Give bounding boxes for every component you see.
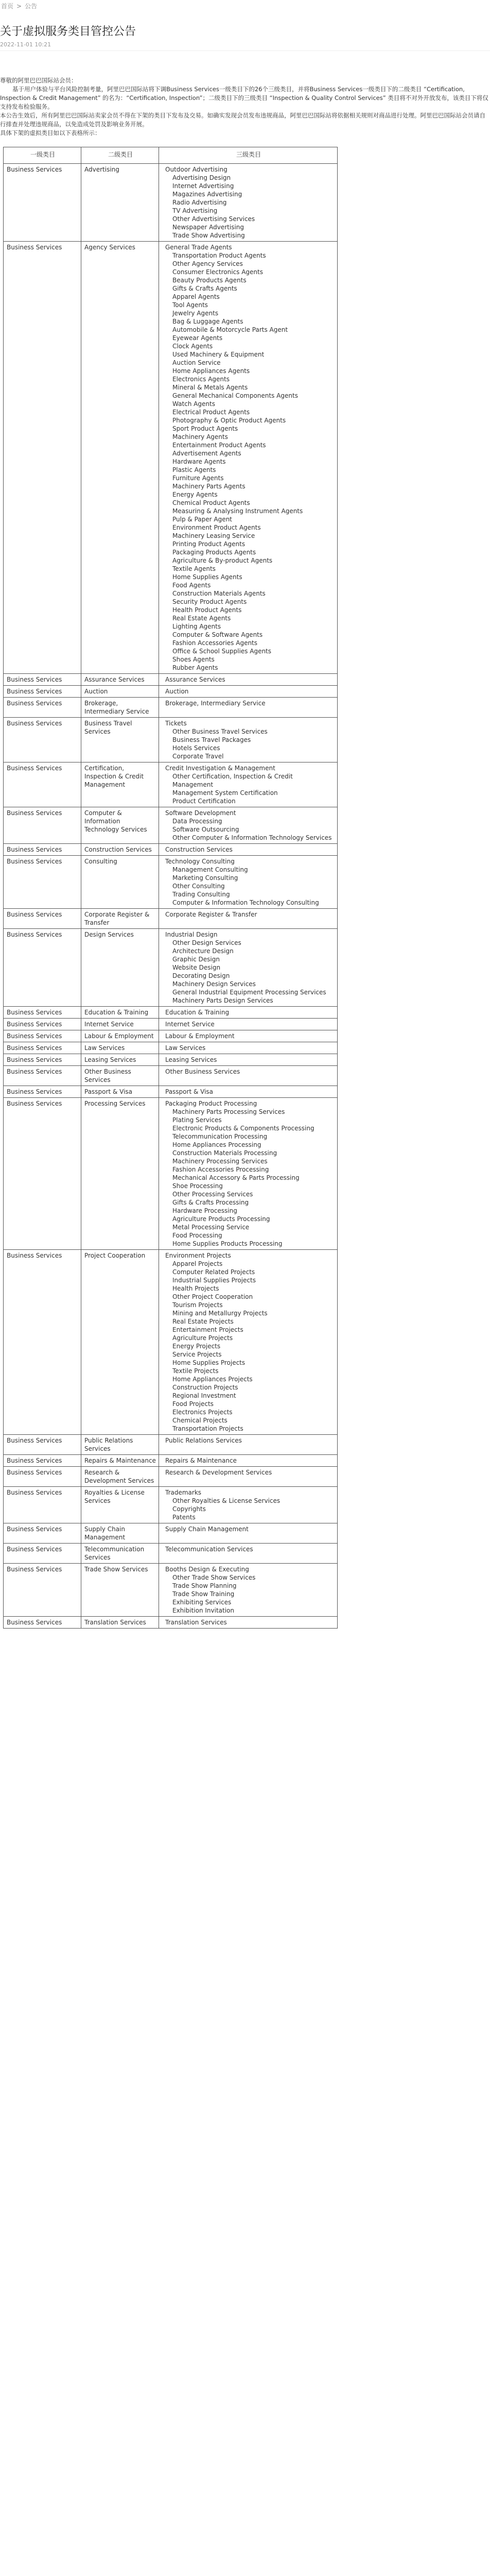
level-3-item: Home Appliances Agents	[172, 367, 250, 375]
level-3-item: Law Services	[165, 1044, 206, 1052]
level-3-item: Photography & Optic Product Agents	[172, 417, 286, 424]
cell-level-1: Business Services	[4, 807, 81, 844]
level-3-item: Automobile & Motorcycle Parts Agent	[172, 326, 288, 333]
cell-level-1: Business Services	[4, 1487, 81, 1523]
cell-level-2: Business Travel Services	[81, 718, 159, 762]
title-divider	[0, 50, 490, 51]
level-3-item: Home Supplies Projects	[172, 1359, 246, 1366]
header-level-2: 二级类目	[81, 147, 159, 164]
level-3-item: Machinery Parts Design Services	[172, 997, 273, 1004]
level-3-item: Newspaper Advertising	[172, 224, 244, 231]
level-3-item: Food Agents	[172, 582, 211, 589]
level-3-item: Used Machinery & Equipment	[172, 351, 265, 358]
level-3-item: Electrical Product Agents	[172, 409, 250, 416]
level-3-item: Entertainment Product Agents	[172, 442, 266, 449]
level-3-item: Labour & Employment	[165, 1032, 235, 1040]
breadcrumb	[0, 0, 37, 14]
cell-level-3	[159, 1054, 338, 1066]
level-3-item: Corporate Register & Transfer	[165, 911, 257, 918]
level-3-item: Radio Advertising	[172, 199, 227, 206]
cell-level-3	[159, 1042, 338, 1054]
level-3-item: Sport Product Agents	[172, 425, 238, 432]
level-3-item: Other Trade Show Services	[172, 1574, 256, 1581]
table-row	[4, 844, 338, 856]
cell-level-1: Business Services	[4, 1030, 81, 1042]
level-3-item: Internet Advertising	[172, 182, 234, 190]
cell-level-1: Business Services	[4, 698, 81, 718]
level-3-item: Clock Agents	[172, 343, 213, 350]
cell-level-2: Research & Development Services	[81, 1467, 159, 1487]
level-3-item: Home Appliances Projects	[172, 1376, 253, 1383]
level-3-item: Other Consulting	[172, 883, 225, 890]
cell-level-1: Business Services	[4, 164, 81, 242]
level-3-item: Tourism Projects	[172, 1301, 223, 1309]
cell-level-1: Business Services	[4, 1019, 81, 1030]
level-3-item: Food Projects	[172, 1400, 214, 1408]
level-3-item: Pulp & Paper Agent	[172, 516, 232, 523]
publish-date: 2022-11-01 10:21	[0, 41, 51, 48]
cell-level-1: Business Services	[4, 674, 81, 686]
cell-level-2: Public Relations Services	[81, 1435, 159, 1455]
level-3-item: Booths Design & Executing	[165, 1566, 249, 1573]
cell-level-3	[159, 1086, 338, 1098]
level-3-item: Management System Certification	[172, 789, 278, 796]
breadcrumb-home-link[interactable]: 首页	[1, 3, 14, 10]
level-3-item: Food Processing	[172, 1232, 222, 1239]
level-3-item: Mining and Metallurgy Projects	[172, 1310, 268, 1317]
level-3-item: Gifts & Crafts Agents	[172, 285, 237, 292]
level-3-item: Data Processing	[172, 818, 222, 825]
level-3-item: Auction Service	[172, 359, 221, 366]
level-3-item: Transportation Product Agents	[172, 252, 266, 259]
level-3-item: Home Appliances Processing	[172, 1141, 261, 1148]
table-header-row	[4, 147, 338, 164]
cell-level-3	[159, 1487, 338, 1523]
level-3-item: Other Computer & Information Technology Services	[172, 834, 332, 841]
level-3-item: Electronic Products & Components Processing	[172, 1125, 314, 1132]
level-3-item: Other Agency Services	[172, 260, 243, 267]
cell-level-1: Business Services	[4, 1455, 81, 1467]
header-level-3: 三级类目	[159, 147, 338, 164]
level-3-item: Telecommunication Processing	[172, 1133, 268, 1140]
cell-level-3	[159, 1007, 338, 1019]
level-3-item: Health Product Agents	[172, 606, 242, 614]
level-3-item: Electronics Agents	[172, 376, 230, 383]
level-3-item: Education & Training	[165, 1009, 230, 1016]
level-3-item: Public Relations Services	[165, 1437, 242, 1444]
breadcrumb-separator: >	[16, 3, 22, 10]
level-3-item: Trade Show Training	[172, 1590, 235, 1598]
cell-level-2: Processing Services	[81, 1098, 159, 1250]
cell-level-3	[159, 1523, 338, 1544]
cell-level-2: Computer & Information Technology Services	[81, 807, 159, 844]
cell-level-1: Business Services	[4, 1564, 81, 1617]
level-3-item: Furniture Agents	[172, 474, 224, 482]
level-3-item: Transportation Projects	[172, 1425, 243, 1432]
level-3-item: Tickets	[165, 720, 187, 727]
level-3-item: Shoes Agents	[172, 656, 215, 663]
level-3-item: Mechanical Accessory & Parts Processing	[172, 1174, 300, 1181]
cell-level-2: Trade Show Services	[81, 1564, 159, 1617]
level-3-item: Hardware Processing	[172, 1207, 237, 1214]
level-3-item: Graphic Design	[172, 956, 220, 963]
cell-level-3	[159, 807, 338, 844]
level-3-item: Metal Processing Service	[172, 1224, 250, 1231]
level-3-item: Electronics Projects	[172, 1409, 233, 1416]
intro-paragraph-1: 基于用户体验与平台风险控制考量，阿里巴巴国际站将下调Business Services一级类目下的26个三级类目，并将Business Services一级类目下的二级类目 “Certification, Inspection & Credit Management” 的名为：“Certification, Inspection”；二级类目下的三级类目 “Inspection & Quality Control Services” 类目将不对外开放发布，该类目下将仅支持发布检验服务。	[0, 86, 488, 110]
table-row	[4, 929, 338, 1007]
level-3-item: Brokerage, Intermediary Service	[165, 700, 266, 707]
cell-level-3	[159, 1435, 338, 1455]
cell-level-1: Business Services	[4, 762, 81, 807]
level-3-item: Trademarks	[165, 1489, 202, 1496]
table-row	[4, 909, 338, 929]
level-3-item: Management Consulting	[172, 866, 248, 873]
level-3-item: Translation Services	[165, 1619, 227, 1626]
cell-level-3	[159, 1544, 338, 1564]
level-3-item: Watch Agents	[172, 400, 215, 408]
level-3-item: Internet Service	[165, 1021, 215, 1028]
level-3-item: Textile Agents	[172, 565, 216, 572]
cell-level-1: Business Services	[4, 686, 81, 698]
level-3-item: Research & Development Services	[165, 1469, 272, 1476]
table-row	[4, 686, 338, 698]
level-3-item: Industrial Design	[165, 931, 218, 938]
cell-level-2: Assurance Services	[81, 674, 159, 686]
level-3-item: Machinery Design Services	[172, 980, 256, 988]
level-3-item: Magazines Advertising	[172, 191, 242, 198]
level-3-item: Packaging Products Agents	[172, 549, 256, 556]
cell-level-2: Translation Services	[81, 1617, 159, 1629]
level-3-item: Construction Projects	[172, 1384, 238, 1391]
level-3-item: Supply Chain Management	[165, 1526, 249, 1533]
level-3-item: TV Advertising	[172, 207, 218, 214]
level-3-item: General Trade Agents	[165, 244, 232, 251]
table-body	[4, 164, 338, 1629]
level-3-item: General Mechanical Components Agents	[172, 392, 298, 399]
level-3-item: Architecture Design	[172, 947, 234, 955]
table-row	[4, 1455, 338, 1467]
level-3-item: Home Supplies Agents	[172, 573, 242, 581]
level-3-item: Beauty Products Agents	[172, 277, 247, 284]
level-3-item: Machinery Parts Processing Services	[172, 1108, 285, 1115]
cell-level-2: Passport & Visa	[81, 1086, 159, 1098]
level-3-item: Other Project Cooperation	[172, 1293, 253, 1300]
table-row	[4, 1030, 338, 1042]
level-3-item: Other Advertising Services	[172, 215, 255, 223]
cell-level-1: Business Services	[4, 718, 81, 762]
level-3-item: Gifts & Crafts Processing	[172, 1199, 249, 1206]
level-3-item: Exhibition Invitation	[172, 1607, 234, 1614]
level-3-item: Decorating Design	[172, 972, 230, 979]
cell-level-2: Supply Chain Management	[81, 1523, 159, 1544]
level-3-item: Machinery Agents	[172, 433, 228, 440]
level-3-item: Trade Show Planning	[172, 1582, 237, 1589]
cell-level-3	[159, 674, 338, 686]
level-3-item: Exhibiting Services	[172, 1599, 232, 1606]
cell-level-2: Advertising	[81, 164, 159, 242]
cell-level-1: Business Services	[4, 1086, 81, 1098]
level-3-item: Office & School Supplies Agents	[172, 648, 272, 655]
cell-level-2: Consulting	[81, 856, 159, 909]
level-3-item: Chemical Projects	[172, 1417, 227, 1424]
table-row	[4, 1066, 338, 1086]
level-3-item: Other Design Services	[172, 939, 241, 946]
cell-level-3	[159, 844, 338, 856]
cell-level-3	[159, 718, 338, 762]
cell-level-1: Business Services	[4, 929, 81, 1007]
cell-level-2: Design Services	[81, 929, 159, 1007]
level-3-item: Tool Agents	[172, 301, 208, 309]
cell-level-2: Other Business Services	[81, 1066, 159, 1086]
table-row	[4, 242, 338, 674]
table-row	[4, 1042, 338, 1054]
level-3-item: Computer Related Projects	[172, 1268, 255, 1276]
level-3-item: Technology Consulting	[165, 858, 235, 865]
level-3-item: Regional Investment	[172, 1392, 236, 1399]
cell-level-2: Labour & Employment	[81, 1030, 159, 1042]
level-3-item: Mineral & Metals Agents	[172, 384, 248, 391]
cell-level-2: Project Cooperation	[81, 1250, 159, 1435]
table-row	[4, 164, 338, 242]
level-3-item: Other Business Services	[165, 1068, 240, 1075]
cell-level-2: Telecommunication Services	[81, 1544, 159, 1564]
level-3-item: Passport & Visa	[165, 1088, 214, 1095]
table-row	[4, 1617, 338, 1629]
level-3-item: Other Certification, Inspection & Credit Management	[172, 773, 293, 788]
cell-level-3	[159, 1098, 338, 1250]
level-3-item: Construction Services	[165, 846, 233, 853]
cell-level-2: Certification, Inspection & Credit Management	[81, 762, 159, 807]
level-3-item: Agriculture Products Processing	[172, 1215, 270, 1223]
level-3-item: Construction Materials Processing	[172, 1149, 277, 1157]
level-3-item: Entertainment Projects	[172, 1326, 243, 1333]
cell-level-3	[159, 1030, 338, 1042]
cell-level-2: Law Services	[81, 1042, 159, 1054]
level-3-item: Real Estate Agents	[172, 615, 231, 622]
level-3-item: Energy Projects	[172, 1343, 221, 1350]
level-3-item: Credit Investigation & Management	[165, 765, 275, 772]
level-3-item: Leasing Services	[165, 1056, 217, 1063]
level-3-item: General Industrial Equipment Processing Services	[172, 989, 326, 996]
cell-level-1: Business Services	[4, 1054, 81, 1066]
cell-level-1: Business Services	[4, 909, 81, 929]
level-3-item: Agriculture & By-product Agents	[172, 557, 273, 564]
level-3-item: Eyewear Agents	[172, 334, 223, 342]
level-3-item: Computer & Information Technology Consulting	[172, 899, 319, 906]
table-row	[4, 1098, 338, 1250]
level-3-item: Plastic Agents	[172, 466, 216, 473]
cell-level-2: Construction Services	[81, 844, 159, 856]
level-3-item: Machinery Processing Services	[172, 1158, 268, 1165]
level-3-item: Fashion Accessories Agents	[172, 639, 258, 647]
table-row	[4, 807, 338, 844]
table-row	[4, 1054, 338, 1066]
level-3-item: Textile Projects	[172, 1367, 219, 1375]
cell-level-2: Corporate Register & Transfer	[81, 909, 159, 929]
cell-level-1: Business Services	[4, 242, 81, 674]
level-3-item: Marketing Consulting	[172, 874, 238, 882]
cell-level-3	[159, 164, 338, 242]
level-3-item: Product Certification	[172, 798, 236, 805]
cell-level-2: Internet Service	[81, 1019, 159, 1030]
cell-level-3	[159, 856, 338, 909]
level-3-item: Machinery Parts Agents	[172, 483, 246, 490]
cell-level-3	[159, 1250, 338, 1435]
level-3-item: Other Business Travel Services	[172, 728, 268, 735]
level-3-item: Machinery Leasing Service	[172, 532, 255, 539]
level-3-item: Industrial Supplies Projects	[172, 1277, 256, 1284]
level-3-item: Repairs & Maintenance	[165, 1457, 237, 1464]
header-level-1: 一级类目	[4, 147, 81, 164]
level-3-item: Chemical Product Agents	[172, 499, 250, 506]
cell-level-3	[159, 929, 338, 1007]
cell-level-1: Business Services	[4, 1098, 81, 1250]
level-3-item: Agriculture Projects	[172, 1334, 233, 1342]
level-3-item: Auction	[165, 688, 189, 695]
table-row	[4, 1487, 338, 1523]
cell-level-3	[159, 698, 338, 718]
cell-level-1: Business Services	[4, 1617, 81, 1629]
level-3-item: Patents	[172, 1514, 196, 1521]
breadcrumb-current: 公告	[25, 3, 38, 10]
level-3-item: Shoe Processing	[172, 1182, 223, 1190]
table-row	[4, 674, 338, 686]
level-3-item: Other Processing Services	[172, 1191, 253, 1198]
table-row	[4, 1007, 338, 1019]
cell-level-2: Royalties & License Services	[81, 1487, 159, 1523]
cell-level-3	[159, 1066, 338, 1086]
cell-level-2: Education & Training	[81, 1007, 159, 1019]
cell-level-3	[159, 1617, 338, 1629]
level-3-item: Assurance Services	[165, 676, 225, 683]
cell-level-3	[159, 1564, 338, 1617]
level-3-item: Bag & Luggage Agents	[172, 318, 243, 325]
cell-level-3	[159, 686, 338, 698]
cell-level-3	[159, 909, 338, 929]
table-row	[4, 1544, 338, 1564]
greeting-paragraph: 尊敬的阿里巴巴国际站会员：	[0, 77, 77, 84]
category-table	[3, 147, 338, 1629]
announcement-intro	[0, 76, 489, 138]
cell-level-1: Business Services	[4, 1523, 81, 1544]
level-3-item: Computer & Software Agents	[172, 631, 263, 638]
level-3-item: Home Supplies Products Processing	[172, 1240, 283, 1247]
level-3-item: Health Projects	[172, 1285, 219, 1292]
cell-level-3	[159, 1019, 338, 1030]
level-3-item: Lighting Agents	[172, 623, 221, 630]
table-row	[4, 856, 338, 909]
table-row	[4, 762, 338, 807]
cell-level-1: Business Services	[4, 856, 81, 909]
cell-level-2: Brokerage, Intermediary Service	[81, 698, 159, 718]
level-3-item: Apparel Agents	[172, 293, 220, 300]
level-3-item: Other Royalties & License Services	[172, 1497, 281, 1504]
level-3-item: Business Travel Packages	[172, 736, 251, 743]
cell-level-2: Agency Services	[81, 242, 159, 674]
table-row	[4, 1250, 338, 1435]
table-row	[4, 1435, 338, 1455]
level-3-item: Energy Agents	[172, 491, 218, 498]
table-row	[4, 698, 338, 718]
level-3-item: Advertising Design	[172, 174, 231, 181]
level-3-item: Construction Materials Agents	[172, 590, 266, 597]
level-3-item: Software Outsourcing	[172, 826, 239, 833]
level-3-item: Packaging Product Processing	[165, 1100, 257, 1107]
table-row	[4, 1523, 338, 1544]
cell-level-2: Repairs & Maintenance	[81, 1455, 159, 1467]
level-3-item: Plating Services	[172, 1116, 222, 1124]
cell-level-3	[159, 1467, 338, 1487]
cell-level-1: Business Services	[4, 844, 81, 856]
level-3-item: Printing Product Agents	[172, 540, 246, 548]
cell-level-1: Business Services	[4, 1250, 81, 1435]
cell-level-1: Business Services	[4, 1042, 81, 1054]
level-3-item: Real Estate Projects	[172, 1318, 234, 1325]
level-3-item: Rubber Agents	[172, 664, 218, 671]
level-3-item: Security Product Agents	[172, 598, 247, 605]
level-3-item: Environment Product Agents	[172, 524, 261, 531]
table-row	[4, 1086, 338, 1098]
level-3-item: Measuring & Analysing Instrument Agents	[172, 507, 303, 515]
intro-paragraph-3: 具体下架的虚拟类目如以下表格所示：	[0, 129, 101, 137]
cell-level-1: Business Services	[4, 1467, 81, 1487]
page-title: 关于虚拟服务类目管控公告	[0, 25, 136, 38]
level-3-item: Environment Projects	[165, 1252, 231, 1259]
level-3-item: Jewelry Agents	[172, 310, 219, 317]
level-3-item: Telecommunication Services	[165, 1546, 253, 1553]
cell-level-1: Business Services	[4, 1435, 81, 1455]
level-3-item: Hotels Services	[172, 744, 220, 752]
cell-level-1: Business Services	[4, 1007, 81, 1019]
level-3-item: Fashion Accessories Processing	[172, 1166, 269, 1173]
cell-level-3	[159, 242, 338, 674]
cell-level-1: Business Services	[4, 1066, 81, 1086]
level-3-item: Advertisement Agents	[172, 450, 241, 457]
cell-level-3	[159, 1455, 338, 1467]
intro-paragraph-2: 本公告生效后，所有阿里巴巴国际站卖家会员不得在下架的类目下发布及交易。如确实发现会员发布违规商品，阿里巴巴国际站将依据相关规则对商品进行处理。阿里巴巴国际站会员请自行排查并处理违规商品，以免造成处罚及影响业务开展。	[0, 112, 485, 128]
cell-level-3	[159, 762, 338, 807]
level-3-item: Website Design	[172, 964, 221, 971]
level-3-item: Trading Consulting	[172, 891, 230, 898]
level-3-item: Consumer Electronics Agents	[172, 268, 263, 276]
table-row	[4, 1467, 338, 1487]
level-3-item: Service Projects	[172, 1351, 222, 1358]
level-3-item: Software Development	[165, 809, 236, 817]
level-3-item: Copyrights	[172, 1505, 206, 1513]
table-row	[4, 718, 338, 762]
level-3-item: Outdoor Advertising	[165, 166, 227, 173]
level-3-item: Corporate Travel	[172, 753, 224, 760]
table-row	[4, 1564, 338, 1617]
level-3-item: Trade Show Advertising	[172, 232, 245, 239]
level-3-item: Apparel Projects	[172, 1260, 223, 1267]
table-row	[4, 1019, 338, 1030]
cell-level-2: Auction	[81, 686, 159, 698]
cell-level-1: Business Services	[4, 1544, 81, 1564]
cell-level-2: Leasing Services	[81, 1054, 159, 1066]
level-3-item: Hardware Agents	[172, 458, 226, 465]
